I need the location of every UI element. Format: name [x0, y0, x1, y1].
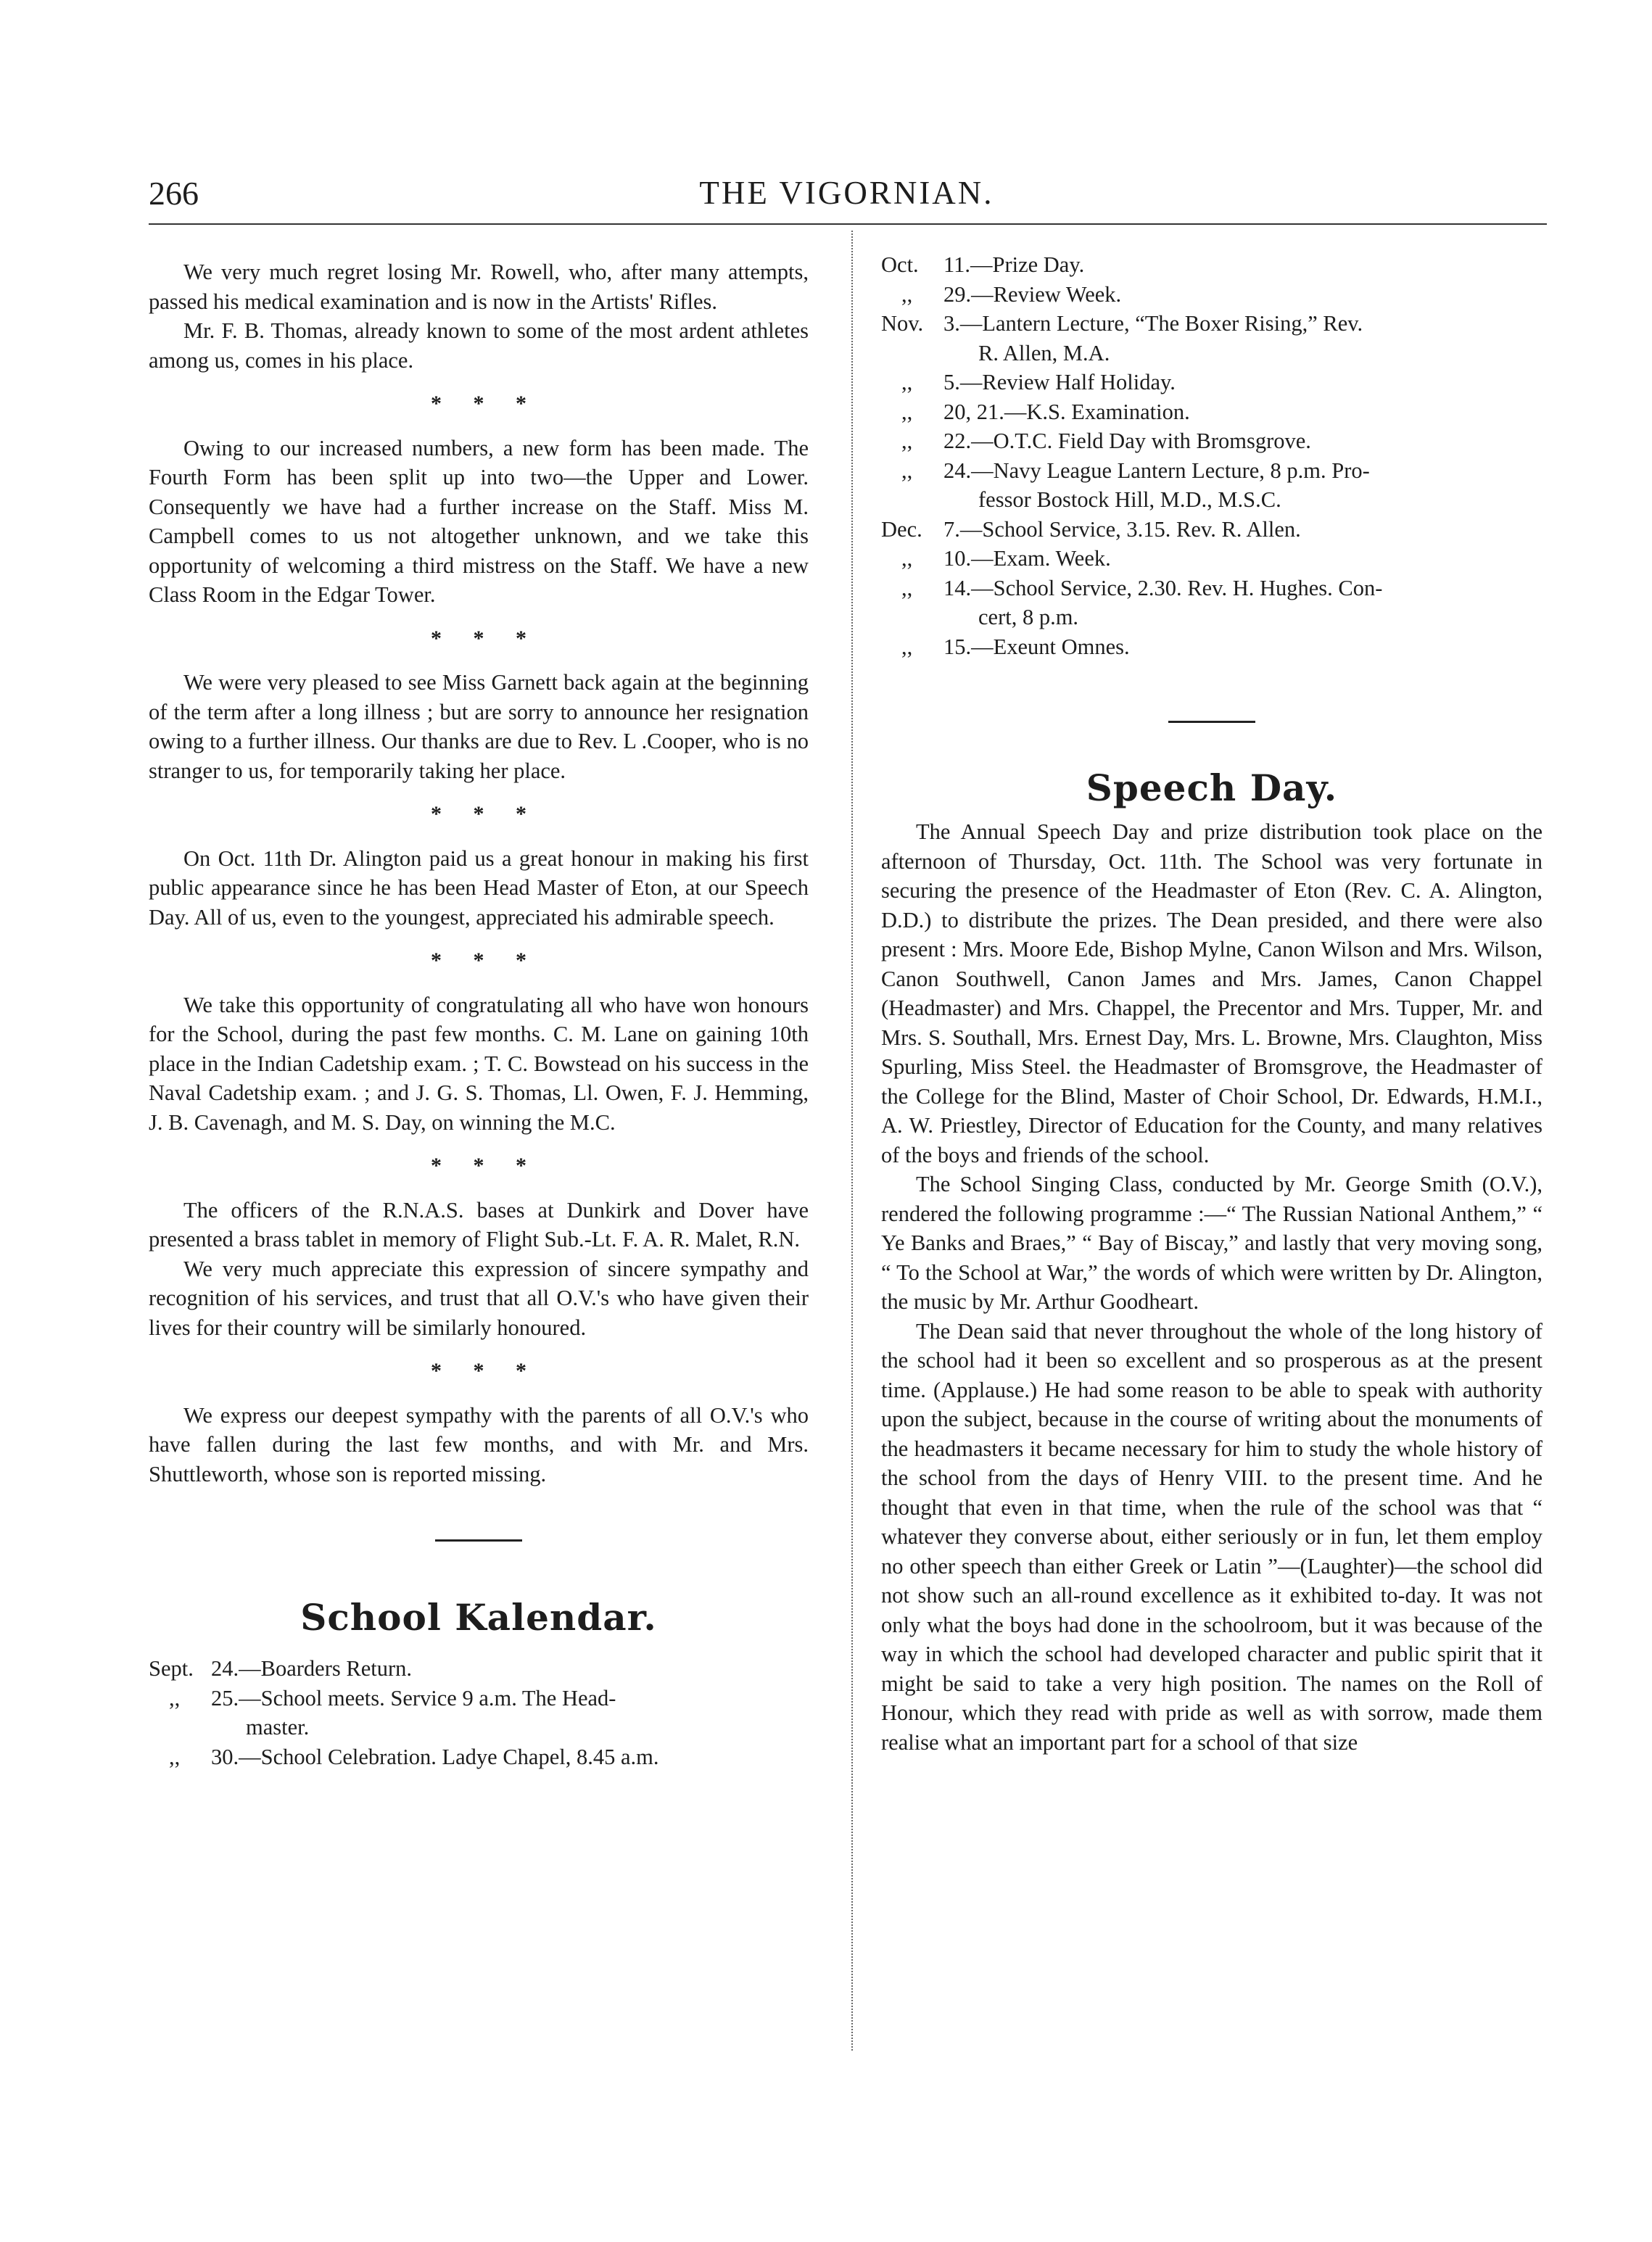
section-separator: * * *: [431, 626, 540, 650]
paragraph: We were very pleased to see Miss Garnett back again at the beginning of the term after a long illness ; but are sorry to announce her resignation owing to a further illness. Our thanks are due to Rev. L .Cooper, who is no stranger to us, for temporarily taking her place.: [149, 670, 809, 783]
paragraph: The officers of the R.N.A.S. bases at Dunkirk and Dover have presented a brass tablet in memory of Flight Sub.-Lt. F. A. R. Malet, R.N.: [149, 1197, 809, 1252]
right-column: [881, 250, 1542, 1757]
kalendar-heading: School Kalendar.: [300, 1596, 657, 1639]
kalendar-month: Dec.: [881, 516, 922, 542]
kalendar-entry: [881, 426, 1542, 456]
kalendar-month: Nov.: [881, 311, 924, 336]
kalendar-text: 25.—School meets. Service 9 a.m. The Head-: [211, 1685, 616, 1711]
page-header: [149, 174, 1545, 218]
kalendar-month: ,,: [169, 1744, 181, 1769]
kalendar-text: 30.—School Celebration. Ladye Chapel, 8.45 a.m.: [211, 1744, 659, 1769]
kalendar-text: 10.—Exam. Week.: [943, 546, 1111, 571]
kalendar-entry: [149, 1684, 809, 1742]
paragraph: The Annual Speech Day and prize distribution took place on the afternoon of Thursday, Oct. 11th. The School was very fortunate in securing the presence of the Headmaster of Eton (Rev. C. A. Alington, D.D.) to distribute the prizes. The Dean presided, and there were also present : Mrs. Moore Ede, Bishop Mylne, Canon Wilson and Mrs. Wilson, Canon Southwell, Canon James and Mrs. James, Canon Chappel (Headmaster) and Mrs. Chappel, the Precentor and Mrs. Tupper, Mr. and Mrs. S. Southall, Mrs. Ernest Day, Mrs. L. Browne, Mrs. Claughton, Miss Spurling, Miss Steel. the Headmaster of Bromsgrove, the Headmaster of the College for the Blind, Master of Choir School, Dr. Edwards, H.M.I., A. W. Priestley, Director of Education for the County, and many relatives of the boys and friends of the school.: [881, 819, 1542, 1167]
kalendar-continuation: R. Allen, M.A.: [978, 340, 1110, 365]
kalendar-text: 14.—School Service, 2.30. Rev. H. Hughes. Con-: [943, 575, 1383, 600]
section-separator: * * *: [431, 1154, 540, 1178]
kalendar-entry: [881, 368, 1542, 397]
kalendar-entry: [881, 515, 1542, 545]
kalendar-entry: [881, 280, 1542, 310]
kalendar-month: ,,: [901, 399, 913, 424]
section-separator: * * *: [431, 1359, 540, 1383]
kalendar-month: ,,: [901, 575, 913, 600]
paragraph: We take this opportunity of congratulating all who have won honours for the School, during the past few months. C. M. Lane on gaining 10th place in the Indian Cadetship exam. ; T. C. Bowstead on his success in the Naval Cadetship exam. ; and J. G. S. Thomas, Ll. Owen, F. J. Hemming, J. B. Cavenagh, and M. S. Day, on winning the M.C.: [149, 992, 809, 1135]
paragraph: Mr. F. B. Thomas, already known to some of the most ardent athletes among us, comes in his place.: [149, 318, 809, 373]
kalendar-text: 24.—Boarders Return.: [211, 1656, 412, 1681]
page-number: 266: [149, 175, 199, 212]
paragraph: On Oct. 11th Dr. Alington paid us a great honour in making his first public appearance since he has been Head Master of Eton, at our Speech Day. All of us, even to the youngest, appreciated his admirable speech.: [149, 845, 809, 930]
kalendar-continued: [881, 250, 1542, 661]
kalendar-text: 20, 21.—K.S. Examination.: [943, 399, 1190, 424]
kalendar-month: Oct.: [881, 252, 919, 277]
kalendar-entry: [149, 1742, 809, 1772]
kalendar-text: 24.—Navy League Lantern Lecture, 8 p.m. Pro-: [943, 458, 1370, 483]
column-divider: [851, 231, 853, 2051]
kalendar-entry: [149, 1654, 809, 1684]
kalendar-month: ,,: [901, 281, 913, 307]
kalendar-text: 29.—Review Week.: [943, 281, 1122, 307]
kalendar-entry: [881, 250, 1542, 280]
paragraph: The Dean said that never throughout the whole of the long history of the school had it been so excellent and so prosperous as at the present time. (Applause.) He had some reason to be able to speak with authority upon the subject, because in the course of writing about the monuments of the headmasters it became necessary for him to study the whole history of the school from the days of Henry VIII. to the present time. And he thought that even in that time, when the rule of the school was that “ whatever they converse about, either seriously or in fun, let them employ no other speech than either Greek or Latin ”—(Laughter)—the school did not show such an all-round excellence as it exhibited to-day. It was not only what the boys had done in the schoolroom, but it was because of the way in which the school had developed character and public spirit that it might be said to take a very high position. The names on the Roll of Honour, which they read with pride as well as with sorrow, made them realise what an important part for a school of that size: [881, 1318, 1542, 1755]
kalendar-month: ,,: [901, 634, 913, 659]
section-separator: * * *: [431, 948, 540, 972]
speech-day-heading: Speech Day.: [1086, 766, 1338, 809]
kalendar-text: 5.—Review Half Holiday.: [943, 370, 1176, 394]
kalendar-month: Sept.: [149, 1656, 194, 1681]
kalendar-entry: [881, 397, 1542, 427]
kalendar-month: ,,: [901, 370, 913, 394]
section-separator: * * *: [431, 392, 540, 415]
kalendar-month: ,,: [901, 546, 913, 571]
kalendar-month: ,,: [901, 429, 913, 453]
kalendar-continuation: fessor Bostock Hill, M.D., M.S.C.: [978, 487, 1281, 512]
kalendar-entry: [881, 574, 1542, 632]
kalendar-text: 15.—Exeunt Omnes.: [943, 634, 1130, 659]
kalendar-entry: [881, 544, 1542, 574]
kalendar-entry: [881, 632, 1542, 662]
kalendar-entry: [881, 309, 1542, 368]
paragraph: We very much appreciate this expression of sincere sympathy and recognition of his services, and trust that all O.V.'s who have given their lives for their country will be similarly honoured.: [149, 1256, 809, 1340]
running-title: THE VIGORNIAN.: [699, 175, 994, 211]
kalendar-entry: [881, 456, 1542, 515]
kalendar-month: ,,: [169, 1685, 181, 1711]
kalendar-continuation: cert, 8 p.m.: [978, 605, 1079, 629]
kalendar-continuation: master.: [246, 1715, 310, 1740]
kalendar-text: 11.—Prize Day.: [943, 252, 1085, 277]
paragraph: Owing to our increased numbers, a new form has been made. The Fourth Form has been split up into two—the Upper and Lower. Consequently we have had a further increase on the Staff. Miss M. Campbell comes to us not altogether unknown, and we take this opportunity of welcoming a third mistress on the Staff. We have a new Class Room in the Edgar Tower.: [149, 435, 809, 607]
header-rule: [149, 223, 1547, 225]
section-separator: * * *: [431, 802, 540, 826]
kalendar-text: 22.—O.T.C. Field Day with Bromsgrove.: [943, 429, 1311, 453]
paragraph: We express our deepest sympathy with the parents of all O.V.'s who have fallen during the last few months, and with Mr. and Mrs. Shuttleworth, whose son is reported missing.: [149, 1402, 809, 1486]
kalendar-text: 7.—School Service, 3.15. Rev. R. Allen.: [943, 516, 1301, 542]
paragraph: We very much regret losing Mr. Rowell, who, after many attempts, passed his medical examination and is now in the Artists' Rifles.: [149, 260, 809, 314]
kalendar-text: 3.—Lantern Lecture, “The Boxer Rising,” Rev.: [943, 311, 1363, 336]
paragraph: The School Singing Class, conducted by Mr. George Smith (O.V.), rendered the following programme :—“ The Russian National Anthem,” “ Ye Banks and Braes,” “ Bay of Biscay,” and lastly that very moving song, “ To the School at War,” the words of which were written by Dr. Alington, the music by Mr. Arthur Goodheart.: [881, 1172, 1542, 1314]
kalendar-month: ,,: [901, 458, 913, 483]
left-column: [149, 257, 809, 1771]
